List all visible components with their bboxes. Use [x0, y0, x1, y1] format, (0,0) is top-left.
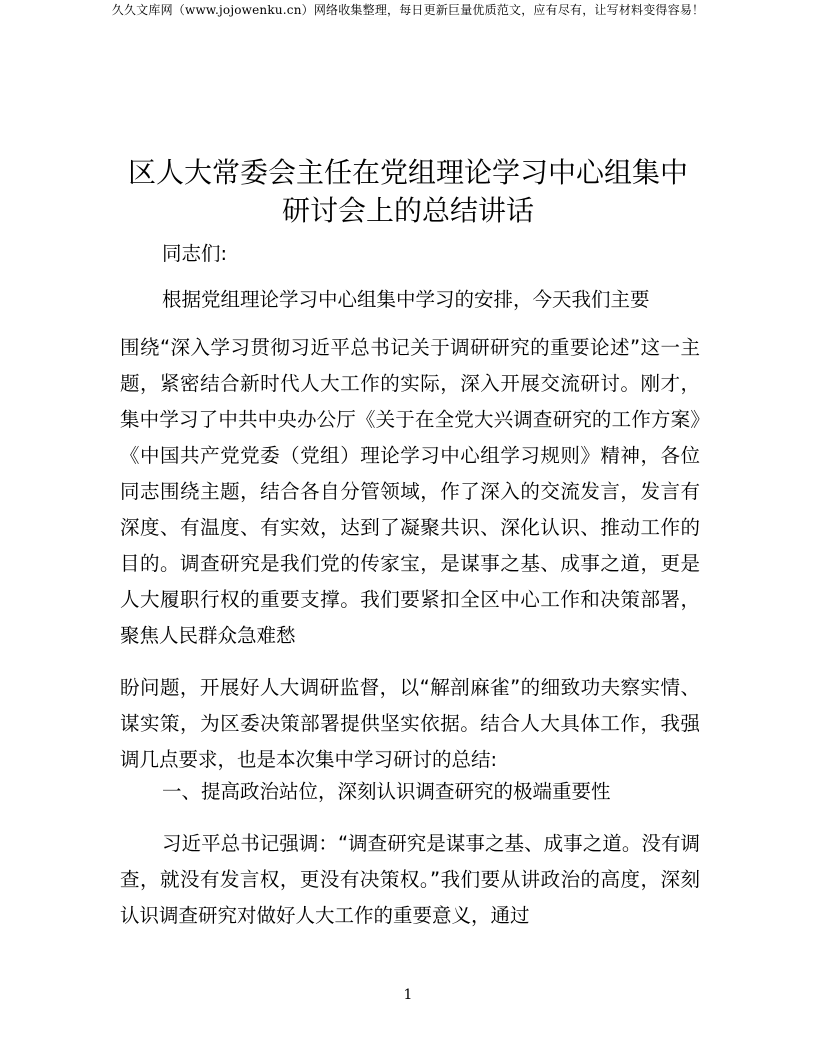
title-line-2: 研讨会上的总结讲话 — [281, 194, 534, 227]
paragraph-2: 围绕“深入学习贯彻习近平总书记关于调研研究的重要论述”这一主题，紧密结合新时代人大工作的实际，深入开展交流研讨。刚才，集中学习了中共中央办公厅《关于在全党大兴调查研究的工作方案》《中国共产党党委（党组）理论学习中心组学习规则》精神，各位同志围绕主题，结合各自分管领域，作了深入的交流发言，发言有深度、有温度、有实效，达到了凝聚共识、深化认识、推动工作的目的。调查研究是我们党的传家宝，是谋事之基、成事之道，更是人大履职行权的重要支撑。我们要紧扣全区中心工作和决策部署，聚焦人民群众急难愁 — [120, 336, 700, 647]
paragraph-4: 习近平总书记强调：“调查研究是谋事之基、成事之道。没有调查，就没有发言权，更没有决策权。”我们要从讲政治的高度，深刻认识调查研究对做好人大工作的重要意义，通过 — [120, 832, 700, 927]
document-title — [100, 154, 716, 230]
salutation: 同志们: — [162, 242, 228, 265]
page-header: 久久文库网（www.jojowenku.cn）网络收集整理，每日更新巨量优质范文，应有尽有，让写材料变得容易！ — [111, 3, 705, 17]
paragraph-1: 根据党组理论学习中心组集中学习的安排，今天我们主要 — [162, 288, 650, 311]
page-number: 1 — [403, 987, 413, 1003]
section-heading-1: 一、提高政治站位，深刻认识调查研究的极端重要性 — [162, 780, 611, 803]
title-line-1: 区人大常委会主任在党组理论学习中心组集中 — [127, 156, 688, 189]
paragraph-3: 盼问题，开展好人大调研监督，以“解剖麻雀”的细致功夫察实情、谋实策，为区委决策部署提供坚实依据。结合人大具体工作，我强调几点要求，也是本次集中学习研讨的总结: — [120, 676, 700, 771]
